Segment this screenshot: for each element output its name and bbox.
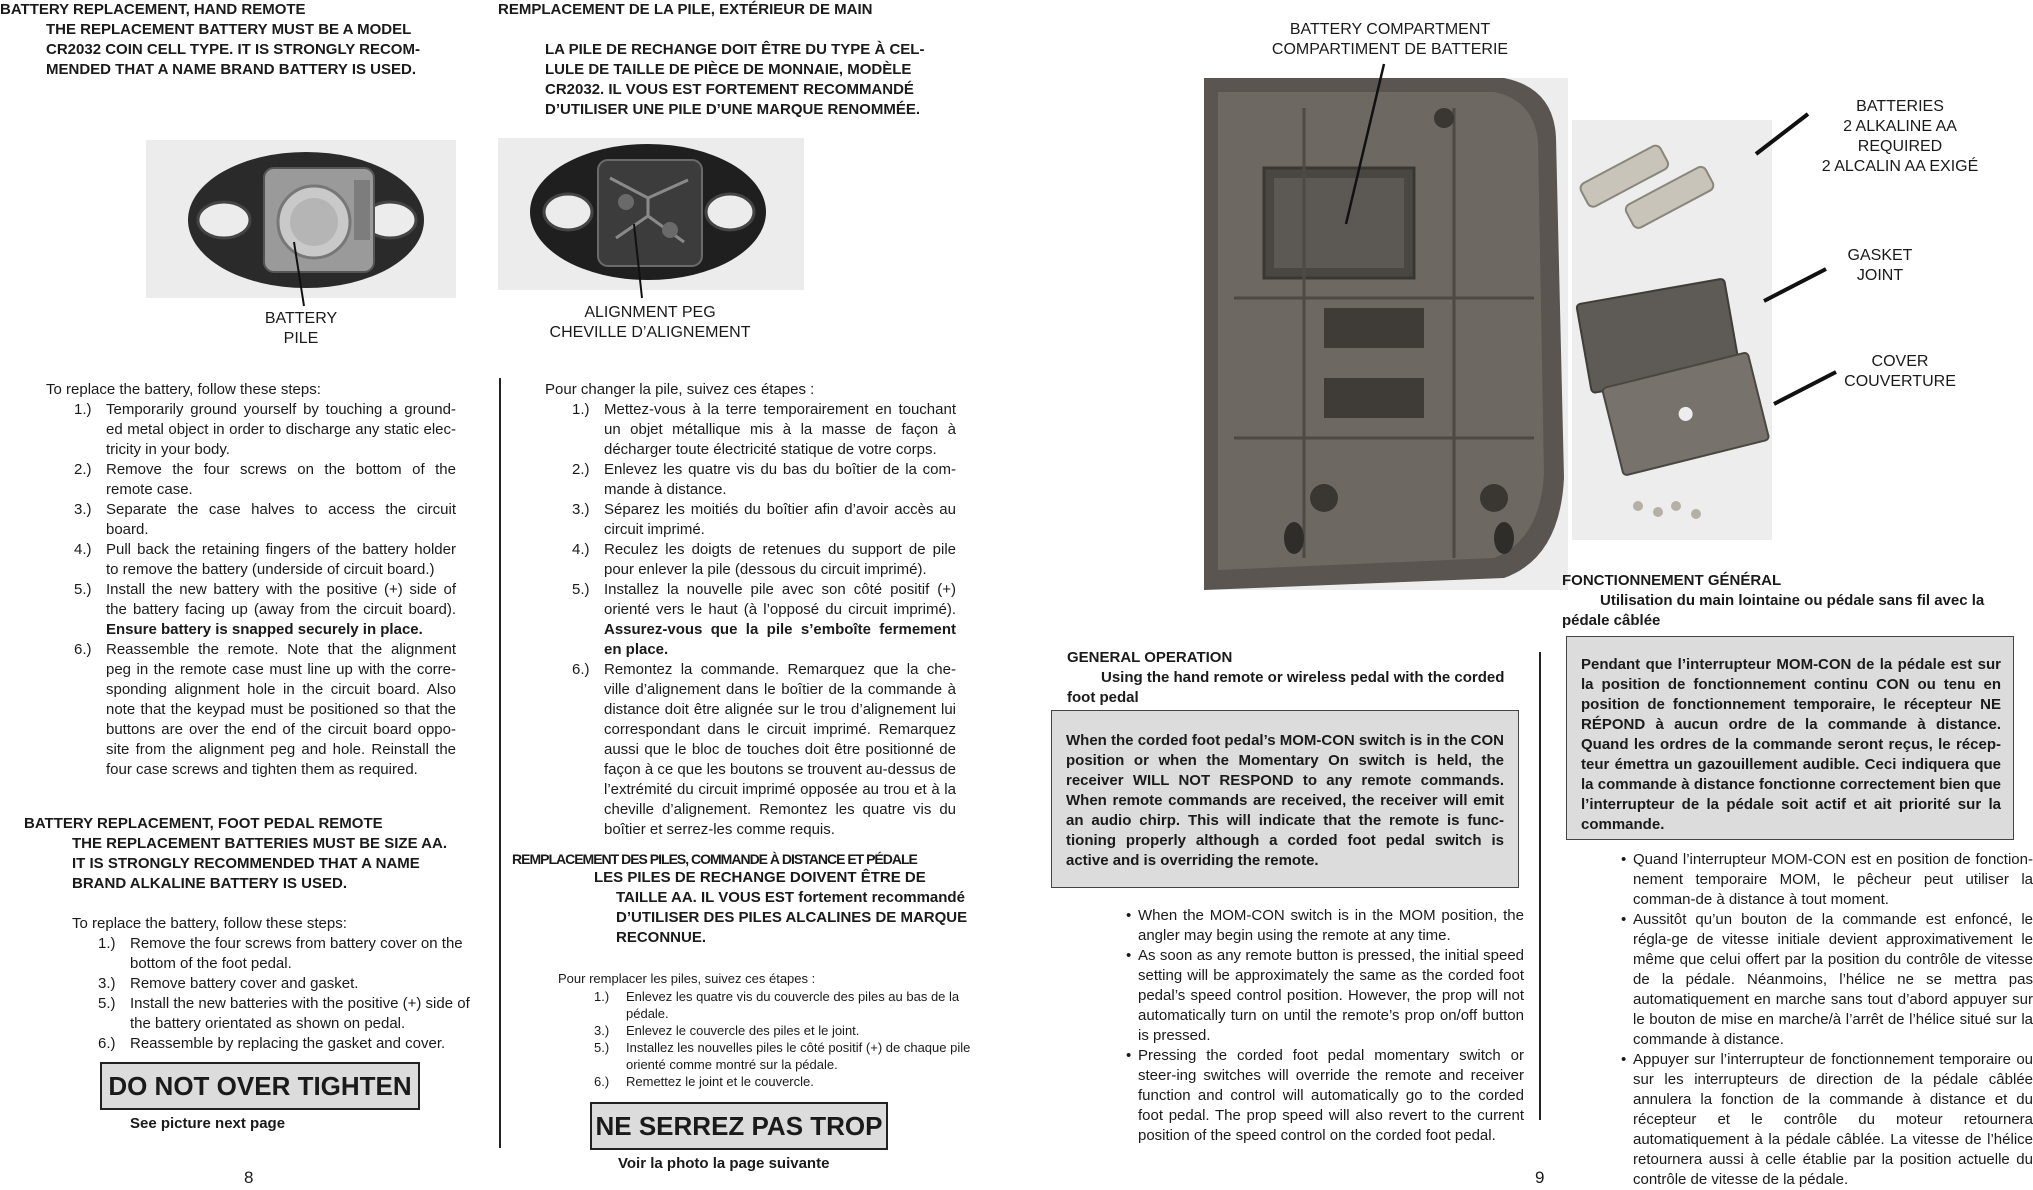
label-line: 2 ALKALINE AA: [1843, 118, 1957, 135]
label-line: REQUIRED: [1857, 138, 1943, 155]
ne-serrez-pas-trop-box: NE SERREZ PAS TROP: [590, 1102, 888, 1150]
general-operation-note-box: [1051, 710, 1519, 888]
warning-line: TAILLE AA. IL VOUS EST fortement recommandé: [616, 889, 965, 906]
foot-pedal-steps-fr: [594, 988, 982, 1090]
bullet-item: • Appuyer sur l’interrupteur de fonctionnement temporaire ou sur les interrupteurs de direction de la pédale câblée annulera la fonction de la commande à distance et du récepteur et le contrôle du moteur retournera automatiquement à la pédale câblée. La vitesse de l’hélice retournera aussi à celle établie par la position actuelle du contrôle de vitesse de la pédale.: [1621, 1050, 2033, 1190]
general-operation-bullets: [1126, 906, 1524, 1146]
warning-line: D’UTILISER DES PILES ALCALINES DE MARQUE: [616, 909, 968, 926]
page-number-9: 9: [1535, 1168, 1545, 1187]
warning-line: D’UTILISER UNE PILE D’UNE MARQUE RENOMMÉE.: [545, 101, 921, 118]
hand-remote-warning: [46, 20, 466, 80]
bullet-item: • Quand l’interrupteur MOM-CON est en position de fonction-nement temporaire MOM, le pêcheur peut utiliser la comman-de à distance à tout moment.: [1621, 850, 2033, 910]
step-item: 6.) Remontez la commande. Remarquez que la che-ville d’alignement dans le boîtier de la commande à distance doit être alignée sur le trou d’alignement lui correspondant dans le circuit imprimé. Remarquez aussi que le bloc de touches doit être positionné de façon à ce que les boutons se trouvent au-dessus de l’extrémité du circuit imprimé opposée au trou et à la cheville d’alignement. Remontez les quatre vis du boîtier et serrez-les comme requis.: [572, 661, 956, 838]
warning-line: RECONNUE.: [616, 929, 707, 946]
step-item: 5.) Installez la nouvelle pile avec son côté positif (+) orienté vers le haut (à l’opposé du circuit imprimé). Assurez-vous que la pile s’emboîte fermement en place.: [572, 581, 956, 658]
general-operation-title: GENERAL OPERATION: [1067, 649, 1233, 666]
step-item: 6.) Reassemble the remote. Note that the alignment peg in the remote case must line up with the corre-sponding alignment hole in the circuit board. Also note that the keypad must be positioned so that the buttons are over the end of the circuit board oppo-site from the alignment peg and hole. Reinstall the four case screws and tighten them as required.: [74, 641, 456, 778]
step-item: 3.) Separate the case halves to access the circuit board.: [74, 501, 456, 538]
step-item: 3.) Remove battery cover and gasket.: [98, 975, 359, 992]
alignment-peg-label: [520, 303, 780, 343]
warning-line: LULE DE TAILLE DE PIÈCE DE MONNAIE, MODÈLE: [545, 61, 912, 78]
warning-line: CR2032 COIN CELL TYPE. IT IS STRONGLY RECOM-: [46, 41, 420, 58]
label-line: BATTERY COMPARTMENT: [1289, 21, 1491, 38]
warning-line: LA PILE DE RECHANGE DOIT ÊTRE DU TYPE À CEL-: [545, 41, 925, 58]
step-item: 2.) Enlevez les quatre vis du bas du boîtier de la com-mande à distance.: [572, 461, 956, 498]
fonctionnement-note-box: [1566, 636, 2014, 840]
foot-pedal-title: BATTERY REPLACEMENT, FOOT PEDAL REMOTE: [24, 815, 383, 832]
circuit-board-image: [498, 138, 804, 290]
foot-pedal-title-fr: REMPLACEMENT DES PILES, COMMANDE À DISTANCE ET PÉDALE: [512, 851, 917, 867]
warning-line: LES PILES DE RECHANGE DOIVENT ÊTRE DE: [594, 869, 926, 886]
label-line: GASKET: [1847, 247, 1913, 264]
alignment-peg-photo: [498, 138, 804, 290]
label-line: COUVERTURE: [1844, 373, 1956, 390]
general-operation-subtitle: Using the hand remote or wireless pedal with the corded foot pedal: [1067, 669, 1505, 706]
page-number-8: 8: [244, 1168, 254, 1187]
step-item: 4.) Reculez les doigts de retenues du support de pile pour enlever la pile (dessous du circuit imprimé).: [572, 541, 956, 578]
batteries-arrow: [1752, 110, 1812, 160]
foot-pedal-warning: [72, 834, 482, 894]
note-text: Pendant que l’interrupteur MOM-CON de la pédale est sur la position de fonctionnement continu CON ou tenu en position de fonctionnement temporaire, le récepteur NE RÉPOND à aucun ordre de la commande à distance. Quand les ordres de la commande seront reçus, le récep-teur émettra un gazouillement audible. Ceci indiquera que la commande à distance fonctionne correctement bien que l’interrupteur de la pédale soit actif et ait priorité sur la commande.: [1581, 656, 2001, 833]
warning-line: THE REPLACEMENT BATTERIES MUST BE SIZE AA.: [72, 835, 448, 852]
warning-line: BRAND ALKALINE BATTERY IS USED.: [72, 875, 348, 892]
foot-pedal-intro: To replace the battery, follow these steps:: [72, 915, 347, 932]
step-item: 3.) Séparez les moitiés du boîtier afin d’avoir accès au circuit imprimé.: [572, 501, 956, 538]
column-divider: [499, 378, 501, 1148]
fonctionnement-title: FONCTIONNEMENT GÉNÉRAL: [1562, 572, 1782, 589]
foot-pedal-steps: [98, 934, 484, 1054]
label-line: PILE: [283, 330, 319, 347]
step-item: 4.) Pull back the retaining fingers of the battery holder to remove the battery (underside of circuit board.): [74, 541, 456, 578]
fonctionnement-subtitle: Utilisation du main lointaine ou pédale sans fil avec la pédale câblée: [1562, 592, 1985, 629]
hand-remote-warning-fr: [545, 40, 965, 120]
voir-photo-note: Voir la photo la page suivante: [618, 1155, 830, 1172]
peg-pointer-line: [630, 222, 650, 302]
bullet-item: • Aussitôt qu’un bouton de la commande est enfoncé, le régla-ge de vitesse initiale devient approximativement le même que celui offert par la position du contrôle de vitesse de la pédale. Néanmoins, l’hélice ne se mettra pas automatiquement en marche sans tout d’abord appuyer sur le bouton de mise en marche/à l’arrêt de l’hélice situé sur la commande à distance.: [1621, 910, 2033, 1050]
hand-remote-steps-fr: [572, 400, 956, 840]
cover-arrow: [1770, 368, 1840, 408]
column-divider: [1539, 652, 1541, 1120]
label-line: 2 ALCALIN AA EXIGÉ: [1821, 158, 1979, 175]
step-item: 2.) Remove the four screws on the bottom of the remote case.: [74, 461, 456, 498]
warning-line: IT IS STRONGLY RECOMMENDED THAT A NAME: [72, 855, 420, 872]
step-item: 1.) Temporarily ground yourself by touching a ground-ed metal object in order to discharge any static elec-tricity in your body.: [74, 401, 456, 458]
compartment-pointer-line: [1340, 60, 1390, 230]
step-item: 1.) Remove the four screws from battery cover on the bottom of the foot pedal.: [98, 935, 463, 972]
gasket-label: [1830, 246, 1930, 286]
step-item: 6.) Remettez le joint et le couvercle.: [594, 1074, 814, 1089]
label-line: ALIGNMENT PEG: [584, 304, 716, 321]
label-line: JOINT: [1856, 267, 1904, 284]
batteries-label: [1820, 97, 1980, 177]
parts-photo: [1572, 120, 1772, 540]
bullet-item: • Pressing the corded foot pedal momentary switch or steer-ing switches will override the remote and receiver function and control will automatically go to the corded foot pedal. The prop speed will also revert to the current position of the speed control on the corded foot pedal.: [1126, 1046, 1524, 1146]
label-line: BATTERY: [264, 310, 338, 327]
label-line: COVER: [1871, 353, 1929, 370]
do-not-over-tighten-box: DO NOT OVER TIGHTEN: [100, 1062, 420, 1110]
foot-pedal-warning-fr: [594, 868, 982, 948]
step-item: 1.) Mettez-vous à la terre temporairement en touchant un objet métallique mis à la masse de façon à décharger toute électricité statique de votre corps.: [572, 401, 956, 458]
bullet-item: • As soon as any remote button is pressed, the initial speed setting will be approximately the same as the corded foot pedal’s speed control position. However, the prop will not automatically turn on until the remote’s prop on/off button is pressed.: [1126, 946, 1524, 1046]
hand-remote-title: BATTERY REPLACEMENT, HAND REMOTE: [0, 1, 306, 18]
warning-line: CR2032. IL VOUS EST FORTEMENT RECOMMANDÉ: [545, 81, 914, 98]
step-item: 5.) Installez les nouvelles piles le côté positif (+) de chaque pile orienté comme montré sur la pédale.: [594, 1040, 971, 1072]
warning-line: MENDED THAT A NAME BRAND BATTERY IS USED.: [46, 61, 417, 78]
label-line: BATTERIES: [1856, 98, 1944, 115]
hand-remote-intro: To replace the battery, follow these steps:: [46, 381, 321, 398]
fonctionnement-bullets: [1621, 850, 2033, 1190]
battery-pointer-line: [290, 240, 310, 310]
step-item: 5.) Install the new batteries with the positive (+) side of the battery orientated as shown on pedal.: [98, 995, 470, 1032]
battery-photo-label: [236, 309, 366, 349]
see-picture-note: See picture next page: [130, 1115, 286, 1132]
label-line: COMPARTIMENT DE BATTERIE: [1271, 41, 1509, 58]
bullet-item: • When the MOM-CON switch is in the MOM position, the angler may begin using the remote at any time.: [1126, 906, 1524, 946]
label-line: CHEVILLE D’ALIGNEMENT: [549, 324, 751, 341]
battery-compartment-label: [1230, 20, 1550, 60]
note-text: When the corded foot pedal’s MOM-CON switch is in the CON position or when the Momentary On switch is held, the receiver WILL NOT RESPOND to any remote commands. When remote commands are received, the receiver will emit an audio chirp. This will indicate that the remote is func-tioning properly although a corded foot pedal switch is active and is overriding the remote.: [1066, 732, 1504, 869]
step-item: 1.) Enlevez les quatre vis du couvercle des piles au bas de la pédale.: [594, 989, 960, 1021]
step-item: 6.) Reassemble by replacing the gasket and cover.: [98, 1035, 446, 1052]
hand-remote-title-fr: REMPLACEMENT DE LA PILE, EXTÉRIEUR DE MAIN: [498, 1, 873, 18]
batteries-gasket-cover-image: [1572, 120, 1772, 540]
warning-line: THE REPLACEMENT BATTERY MUST BE A MODEL: [46, 21, 412, 38]
hand-remote-intro-fr: Pour changer la pile, suivez ces étapes :: [545, 381, 815, 398]
cover-label: [1840, 352, 1960, 392]
foot-pedal-intro-fr: Pour remplacer les piles, suivez ces étapes :: [558, 971, 816, 986]
gasket-arrow: [1760, 265, 1830, 305]
step-item: 3.) Enlevez le couvercle des piles et le joint.: [594, 1023, 860, 1038]
hand-remote-steps: [74, 400, 456, 780]
step-item: 5.) Install the new battery with the positive (+) side of the battery facing up (away from the circuit board). Ensure battery is snapped securely in place.: [74, 581, 456, 638]
